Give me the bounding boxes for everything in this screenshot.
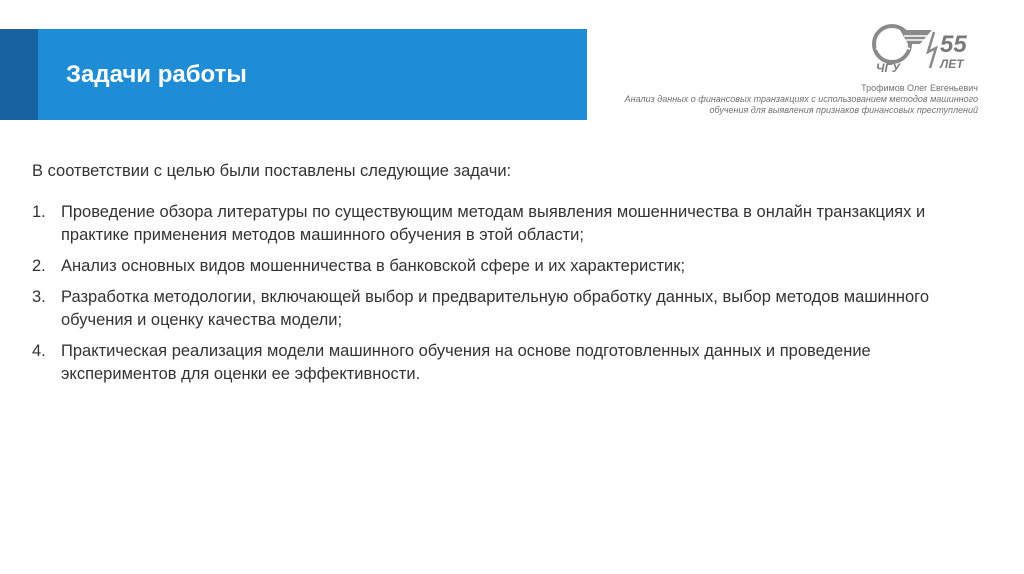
- logo-text: ЧГУ: [876, 61, 900, 74]
- university-logo: [870, 22, 988, 74]
- slide-content: [32, 160, 962, 394]
- logo-wing-icon: [900, 30, 932, 44]
- logo-suffix: ЛЕТ: [940, 57, 964, 71]
- title-bar: [0, 29, 587, 120]
- list-item: [32, 201, 962, 247]
- list-item: [32, 255, 962, 278]
- title-accent-strip: [0, 29, 38, 120]
- task-text: Практическая реализация модели машинного обучения на основе подготовленных данных и проведение экспериментов для оценки ее эффективности.: [61, 342, 871, 383]
- task-number: 4.: [32, 342, 46, 360]
- list-item: [32, 286, 962, 332]
- task-number: 2.: [32, 257, 46, 275]
- logo-years: 55: [940, 31, 967, 58]
- task-list: [32, 201, 962, 386]
- list-item: [32, 340, 962, 386]
- task-text: Проведение обзора литературы по существующим методам выявления мошенничества в онлайн транзакциях и практике применения методов машинного обучения в этой области;: [61, 203, 926, 244]
- task-number: 3.: [32, 288, 46, 306]
- task-number: 1.: [32, 203, 46, 221]
- author-block: [618, 83, 978, 116]
- thesis-topic: Анализ данных о финансовых транзакциях с использованием методов машинного обучения для выявления признаков финансовых преступлений: [624, 94, 978, 115]
- slide-title: Задачи работы: [66, 61, 247, 88]
- logo-bolt-icon: [928, 32, 936, 68]
- task-text: Анализ основных видов мошенничества в банковской сфере и их характеристик;: [61, 257, 686, 275]
- task-text: Разработка методологии, включающей выбор и предварительную обработку данных, выбор методов машинного обучения и оценку качества модели;: [61, 288, 930, 329]
- author-name: Трофимов Олег Евгеньевич: [861, 83, 978, 93]
- intro-text: В соответствии с целью были поставлены следующие задачи:: [32, 162, 512, 180]
